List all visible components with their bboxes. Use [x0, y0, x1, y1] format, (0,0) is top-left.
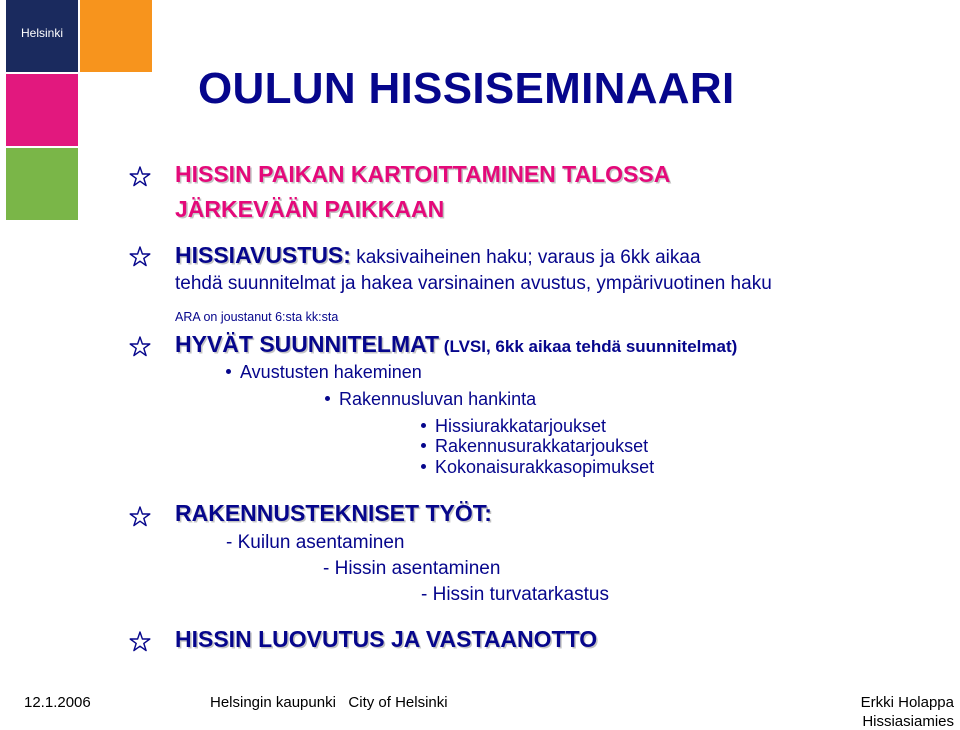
slide-title: OULUN HISSISEMINAARI: [198, 64, 735, 113]
footer-author: Erkki Holappa: [860, 694, 954, 711]
item-3-text: (LVSI, 6kk aikaa tehdä suunnitelmat): [439, 337, 738, 356]
item-2-text: kaksivaiheinen haku; varaus ja 6kk aikaa: [350, 247, 701, 268]
item-3-sub-1-text: Avustusten hakeminen: [240, 362, 422, 382]
item-3-sub-3a: [421, 416, 606, 437]
bullet-dot: [226, 369, 231, 374]
item-4-heading: RAKENNUSTEKNISET TYÖT:: [175, 500, 492, 526]
item-5-heading: HISSIN LUOVUTUS JA VASTAANOTTO: [175, 626, 598, 652]
item-2-note: ARA on joustanut 6:sta kk:sta: [175, 310, 339, 324]
logo-block-pink: [6, 74, 78, 146]
item-4-sub-2: - Hissin asentaminen: [323, 558, 501, 579]
bullet-dot: [421, 423, 426, 428]
item-4-sub-3: - Hissin turvatarkastus: [421, 584, 609, 605]
item-3-sub-3c-text: Kokonaisurakkasopimukset: [435, 457, 655, 477]
star-outline-icon: [128, 245, 152, 269]
item-2-heading: HISSIAVUSTUS:: [175, 242, 351, 268]
item-3-sub-3c: [421, 457, 654, 478]
item-3-line-1: [175, 331, 737, 358]
star-outline-icon: [128, 505, 152, 529]
bullet-dot: [325, 396, 330, 401]
item-3-sub-2: [325, 389, 536, 410]
star-outline-icon: [128, 165, 152, 189]
logo-block-green: [6, 148, 78, 220]
item-3-sub-3b: [421, 436, 648, 457]
brand-logo-text: Helsinki: [20, 26, 63, 40]
item-3-sub-2-text: Rakennusluvan hankinta: [339, 389, 537, 409]
item-4-sub-1: - Kuilun asentaminen: [226, 532, 405, 553]
bullet-dot: [421, 464, 426, 469]
item-2-line-2: tehdä suunnitelmat ja hakea varsinainen avustus, ympärivuotinen haku: [175, 273, 772, 294]
item-2-line-1: [175, 242, 701, 269]
bullet-dot: [421, 443, 426, 448]
item-3-heading: HYVÄT SUUNNITELMAT: [175, 331, 440, 357]
footer-organization: Helsingin kaupunki City of Helsinki: [210, 694, 448, 711]
item-3-sub-3a-text: Hissiurakkatarjoukset: [435, 416, 607, 436]
footer-role: Hissiasiamies: [862, 713, 954, 730]
star-outline-icon: [128, 630, 152, 654]
logo-block-orange: [80, 0, 152, 72]
footer-date: 12.1.2006: [24, 694, 91, 711]
item-1-line-2: JÄRKEVÄÄN PAIKKAAN: [175, 196, 445, 222]
star-outline-icon: [128, 335, 152, 359]
item-3-sub-3b-text: Rakennusurakkatarjoukset: [435, 436, 649, 456]
item-1-line-1: HISSIN PAIKAN KARTOITTAMINEN TALOSSA: [175, 161, 671, 187]
item-3-sub-1: [226, 362, 422, 383]
